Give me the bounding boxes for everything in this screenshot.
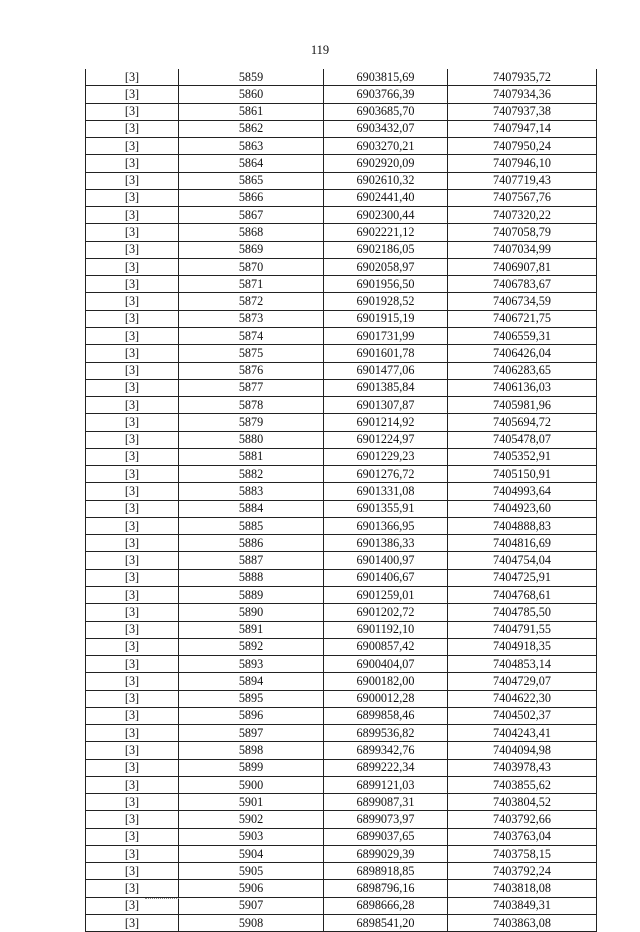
point-number-cell: 5903 bbox=[179, 828, 324, 845]
x-coordinate-cell: 6903432,07 bbox=[324, 120, 448, 137]
table-row bbox=[86, 397, 597, 414]
reference-cell: [3] bbox=[86, 224, 179, 241]
table-row bbox=[86, 604, 597, 621]
table-row bbox=[86, 138, 597, 155]
x-coordinate-cell: 6899037,65 bbox=[324, 828, 448, 845]
reference-cell: [3] bbox=[86, 69, 179, 86]
x-coordinate-cell: 6902300,44 bbox=[324, 207, 448, 224]
coordinates-table bbox=[85, 69, 597, 932]
reference-cell: [3] bbox=[86, 552, 179, 569]
x-coordinate-cell: 6901731,99 bbox=[324, 327, 448, 344]
x-coordinate-cell: 6900404,07 bbox=[324, 656, 448, 673]
reference-cell: [3] bbox=[86, 138, 179, 155]
table-row bbox=[86, 845, 597, 862]
point-number-cell: 5875 bbox=[179, 345, 324, 362]
x-coordinate-cell: 6898918,85 bbox=[324, 863, 448, 880]
table-row bbox=[86, 707, 597, 724]
point-number-cell: 5879 bbox=[179, 414, 324, 431]
reference-cell: [3] bbox=[86, 880, 179, 897]
table-row bbox=[86, 776, 597, 793]
point-number-cell: 5906 bbox=[179, 880, 324, 897]
reference-cell: [3] bbox=[86, 656, 179, 673]
reference-cell: [3] bbox=[86, 673, 179, 690]
reference-cell: [3] bbox=[86, 828, 179, 845]
y-coordinate-cell: 7406426,04 bbox=[448, 345, 597, 362]
table-row bbox=[86, 690, 597, 707]
x-coordinate-cell: 6898796,16 bbox=[324, 880, 448, 897]
point-number-cell: 5895 bbox=[179, 690, 324, 707]
point-number-cell: 5893 bbox=[179, 656, 324, 673]
point-number-cell: 5897 bbox=[179, 725, 324, 742]
table-row bbox=[86, 431, 597, 448]
reference-cell: [3] bbox=[86, 483, 179, 500]
point-number-cell: 5874 bbox=[179, 327, 324, 344]
point-number-cell: 5889 bbox=[179, 586, 324, 603]
table-row bbox=[86, 897, 597, 914]
x-coordinate-cell: 6899858,46 bbox=[324, 707, 448, 724]
table-row bbox=[86, 241, 597, 258]
x-coordinate-cell: 6899222,34 bbox=[324, 759, 448, 776]
table-row bbox=[86, 569, 597, 586]
reference-cell: [3] bbox=[86, 811, 179, 828]
table-row bbox=[86, 742, 597, 759]
table-row bbox=[86, 258, 597, 275]
y-coordinate-cell: 7407320,22 bbox=[448, 207, 597, 224]
reference-cell: [3] bbox=[86, 86, 179, 103]
point-number-cell: 5894 bbox=[179, 673, 324, 690]
y-coordinate-cell: 7406559,31 bbox=[448, 327, 597, 344]
table-row bbox=[86, 828, 597, 845]
y-coordinate-cell: 7407719,43 bbox=[448, 172, 597, 189]
reference-cell: [3] bbox=[86, 172, 179, 189]
reference-cell: [3] bbox=[86, 638, 179, 655]
x-coordinate-cell: 6901385,84 bbox=[324, 379, 448, 396]
page-number: 119 bbox=[310, 43, 330, 57]
x-coordinate-cell: 6901259,01 bbox=[324, 586, 448, 603]
reference-cell: [3] bbox=[86, 293, 179, 310]
point-number-cell: 5873 bbox=[179, 310, 324, 327]
x-coordinate-cell: 6901477,06 bbox=[324, 362, 448, 379]
table-row bbox=[86, 811, 597, 828]
point-number-cell: 5896 bbox=[179, 707, 324, 724]
reference-cell: [3] bbox=[86, 189, 179, 206]
x-coordinate-cell: 6899536,82 bbox=[324, 725, 448, 742]
table-row bbox=[86, 915, 597, 932]
point-number-cell: 5908 bbox=[179, 915, 324, 932]
point-number-cell: 5862 bbox=[179, 120, 324, 137]
point-number-cell: 5878 bbox=[179, 397, 324, 414]
y-coordinate-cell: 7404502,37 bbox=[448, 707, 597, 724]
y-coordinate-cell: 7407567,76 bbox=[448, 189, 597, 206]
table-row bbox=[86, 155, 597, 172]
point-number-cell: 5871 bbox=[179, 276, 324, 293]
point-number-cell: 5888 bbox=[179, 569, 324, 586]
y-coordinate-cell: 7405150,91 bbox=[448, 466, 597, 483]
y-coordinate-cell: 7404923,60 bbox=[448, 500, 597, 517]
y-coordinate-cell: 7407946,10 bbox=[448, 155, 597, 172]
point-number-cell: 5898 bbox=[179, 742, 324, 759]
y-coordinate-cell: 7403849,31 bbox=[448, 897, 597, 914]
table-row bbox=[86, 379, 597, 396]
point-number-cell: 5867 bbox=[179, 207, 324, 224]
coordinates-table-body bbox=[86, 69, 597, 932]
y-coordinate-cell: 7405478,07 bbox=[448, 431, 597, 448]
reference-cell: [3] bbox=[86, 103, 179, 120]
reference-cell: [3] bbox=[86, 327, 179, 344]
reference-cell: [3] bbox=[86, 517, 179, 534]
table-row bbox=[86, 276, 597, 293]
y-coordinate-cell: 7403818,08 bbox=[448, 880, 597, 897]
y-coordinate-cell: 7407947,14 bbox=[448, 120, 597, 137]
x-coordinate-cell: 6902441,40 bbox=[324, 189, 448, 206]
x-coordinate-cell: 6901400,97 bbox=[324, 552, 448, 569]
x-coordinate-cell: 6901192,10 bbox=[324, 621, 448, 638]
point-number-cell: 5859 bbox=[179, 69, 324, 86]
y-coordinate-cell: 7406907,81 bbox=[448, 258, 597, 275]
reference-cell: [3] bbox=[86, 258, 179, 275]
x-coordinate-cell: 6899073,97 bbox=[324, 811, 448, 828]
table-row bbox=[86, 500, 597, 517]
y-coordinate-cell: 7404094,98 bbox=[448, 742, 597, 759]
point-number-cell: 5892 bbox=[179, 638, 324, 655]
table-row bbox=[86, 310, 597, 327]
x-coordinate-cell: 6901928,52 bbox=[324, 293, 448, 310]
x-coordinate-cell: 6899342,76 bbox=[324, 742, 448, 759]
y-coordinate-cell: 7404993,64 bbox=[448, 483, 597, 500]
x-coordinate-cell: 6903270,21 bbox=[324, 138, 448, 155]
table-row bbox=[86, 483, 597, 500]
reference-cell: [3] bbox=[86, 310, 179, 327]
reference-cell: [3] bbox=[86, 155, 179, 172]
reference-cell: [3] bbox=[86, 120, 179, 137]
point-number-cell: 5880 bbox=[179, 431, 324, 448]
y-coordinate-cell: 7404816,69 bbox=[448, 535, 597, 552]
y-coordinate-cell: 7407935,72 bbox=[448, 69, 597, 86]
table-row bbox=[86, 224, 597, 241]
y-coordinate-cell: 7407937,38 bbox=[448, 103, 597, 120]
point-number-cell: 5877 bbox=[179, 379, 324, 396]
reference-cell: [3] bbox=[86, 863, 179, 880]
reference-cell: [3] bbox=[86, 586, 179, 603]
y-coordinate-cell: 7404918,35 bbox=[448, 638, 597, 655]
y-coordinate-cell: 7403763,04 bbox=[448, 828, 597, 845]
y-coordinate-cell: 7406136,03 bbox=[448, 379, 597, 396]
x-coordinate-cell: 6901202,72 bbox=[324, 604, 448, 621]
point-number-cell: 5863 bbox=[179, 138, 324, 155]
reference-cell: [3] bbox=[86, 759, 179, 776]
point-number-cell: 5866 bbox=[179, 189, 324, 206]
x-coordinate-cell: 6901386,33 bbox=[324, 535, 448, 552]
y-coordinate-cell: 7403855,62 bbox=[448, 776, 597, 793]
table-row bbox=[86, 103, 597, 120]
table-row bbox=[86, 466, 597, 483]
y-coordinate-cell: 7404768,61 bbox=[448, 586, 597, 603]
y-coordinate-cell: 7403863,08 bbox=[448, 915, 597, 932]
y-coordinate-cell: 7405694,72 bbox=[448, 414, 597, 431]
y-coordinate-cell: 7403792,24 bbox=[448, 863, 597, 880]
point-number-cell: 5883 bbox=[179, 483, 324, 500]
footer-dotted-line bbox=[145, 898, 179, 899]
x-coordinate-cell: 6902221,12 bbox=[324, 224, 448, 241]
reference-cell: [3] bbox=[86, 431, 179, 448]
table-row bbox=[86, 293, 597, 310]
table-row bbox=[86, 189, 597, 206]
point-number-cell: 5887 bbox=[179, 552, 324, 569]
x-coordinate-cell: 6903685,70 bbox=[324, 103, 448, 120]
reference-cell: [3] bbox=[86, 207, 179, 224]
reference-cell: [3] bbox=[86, 845, 179, 862]
x-coordinate-cell: 6902920,09 bbox=[324, 155, 448, 172]
y-coordinate-cell: 7404791,55 bbox=[448, 621, 597, 638]
table-row bbox=[86, 362, 597, 379]
table-row bbox=[86, 327, 597, 344]
y-coordinate-cell: 7404785,50 bbox=[448, 604, 597, 621]
table-row bbox=[86, 535, 597, 552]
y-coordinate-cell: 7404853,14 bbox=[448, 656, 597, 673]
x-coordinate-cell: 6902058,97 bbox=[324, 258, 448, 275]
table-row bbox=[86, 759, 597, 776]
reference-cell: [3] bbox=[86, 725, 179, 742]
x-coordinate-cell: 6901331,08 bbox=[324, 483, 448, 500]
table-row bbox=[86, 656, 597, 673]
y-coordinate-cell: 7406783,67 bbox=[448, 276, 597, 293]
table-row bbox=[86, 172, 597, 189]
point-number-cell: 5876 bbox=[179, 362, 324, 379]
y-coordinate-cell: 7404622,30 bbox=[448, 690, 597, 707]
y-coordinate-cell: 7405352,91 bbox=[448, 448, 597, 465]
reference-cell: [3] bbox=[86, 690, 179, 707]
x-coordinate-cell: 6901601,78 bbox=[324, 345, 448, 362]
reference-cell: [3] bbox=[86, 915, 179, 932]
x-coordinate-cell: 6901214,92 bbox=[324, 414, 448, 431]
table-row bbox=[86, 673, 597, 690]
y-coordinate-cell: 7406734,59 bbox=[448, 293, 597, 310]
point-number-cell: 5864 bbox=[179, 155, 324, 172]
point-number-cell: 5899 bbox=[179, 759, 324, 776]
y-coordinate-cell: 7407950,24 bbox=[448, 138, 597, 155]
point-number-cell: 5861 bbox=[179, 103, 324, 120]
table-row bbox=[86, 86, 597, 103]
y-coordinate-cell: 7406283,65 bbox=[448, 362, 597, 379]
x-coordinate-cell: 6901229,23 bbox=[324, 448, 448, 465]
reference-cell: [3] bbox=[86, 621, 179, 638]
table-row bbox=[86, 448, 597, 465]
table-row bbox=[86, 517, 597, 534]
table-row bbox=[86, 621, 597, 638]
table-row bbox=[86, 863, 597, 880]
table-row bbox=[86, 725, 597, 742]
point-number-cell: 5907 bbox=[179, 897, 324, 914]
y-coordinate-cell: 7404754,04 bbox=[448, 552, 597, 569]
x-coordinate-cell: 6899121,03 bbox=[324, 776, 448, 793]
reference-cell: [3] bbox=[86, 604, 179, 621]
y-coordinate-cell: 7407034,99 bbox=[448, 241, 597, 258]
y-coordinate-cell: 7404888,83 bbox=[448, 517, 597, 534]
x-coordinate-cell: 6901276,72 bbox=[324, 466, 448, 483]
y-coordinate-cell: 7404725,91 bbox=[448, 569, 597, 586]
x-coordinate-cell: 6899029,39 bbox=[324, 845, 448, 862]
point-number-cell: 5890 bbox=[179, 604, 324, 621]
reference-cell: [3] bbox=[86, 379, 179, 396]
point-number-cell: 5869 bbox=[179, 241, 324, 258]
point-number-cell: 5870 bbox=[179, 258, 324, 275]
reference-cell: [3] bbox=[86, 707, 179, 724]
table-row bbox=[86, 794, 597, 811]
reference-cell: [3] bbox=[86, 569, 179, 586]
point-number-cell: 5884 bbox=[179, 500, 324, 517]
point-number-cell: 5882 bbox=[179, 466, 324, 483]
x-coordinate-cell: 6901224,97 bbox=[324, 431, 448, 448]
y-coordinate-cell: 7404243,41 bbox=[448, 725, 597, 742]
point-number-cell: 5901 bbox=[179, 794, 324, 811]
y-coordinate-cell: 7405981,96 bbox=[448, 397, 597, 414]
point-number-cell: 5868 bbox=[179, 224, 324, 241]
x-coordinate-cell: 6901307,87 bbox=[324, 397, 448, 414]
table-row bbox=[86, 586, 597, 603]
point-number-cell: 5902 bbox=[179, 811, 324, 828]
x-coordinate-cell: 6903766,39 bbox=[324, 86, 448, 103]
x-coordinate-cell: 6901956,50 bbox=[324, 276, 448, 293]
table-row bbox=[86, 552, 597, 569]
x-coordinate-cell: 6901355,91 bbox=[324, 500, 448, 517]
y-coordinate-cell: 7407058,79 bbox=[448, 224, 597, 241]
table-row bbox=[86, 120, 597, 137]
y-coordinate-cell: 7404729,07 bbox=[448, 673, 597, 690]
point-number-cell: 5872 bbox=[179, 293, 324, 310]
reference-cell: [3] bbox=[86, 500, 179, 517]
reference-cell: [3] bbox=[86, 241, 179, 258]
point-number-cell: 5860 bbox=[179, 86, 324, 103]
reference-cell: [3] bbox=[86, 742, 179, 759]
y-coordinate-cell: 7403978,43 bbox=[448, 759, 597, 776]
reference-cell: [3] bbox=[86, 466, 179, 483]
point-number-cell: 5891 bbox=[179, 621, 324, 638]
reference-cell: [3] bbox=[86, 448, 179, 465]
table-row bbox=[86, 414, 597, 431]
reference-cell: [3] bbox=[86, 535, 179, 552]
x-coordinate-cell: 6900857,42 bbox=[324, 638, 448, 655]
x-coordinate-cell: 6902186,05 bbox=[324, 241, 448, 258]
x-coordinate-cell: 6899087,31 bbox=[324, 794, 448, 811]
y-coordinate-cell: 7403804,52 bbox=[448, 794, 597, 811]
x-coordinate-cell: 6903815,69 bbox=[324, 69, 448, 86]
y-coordinate-cell: 7407934,36 bbox=[448, 86, 597, 103]
point-number-cell: 5905 bbox=[179, 863, 324, 880]
reference-cell: [3] bbox=[86, 276, 179, 293]
table-row bbox=[86, 638, 597, 655]
y-coordinate-cell: 7403758,15 bbox=[448, 845, 597, 862]
point-number-cell: 5885 bbox=[179, 517, 324, 534]
x-coordinate-cell: 6901366,95 bbox=[324, 517, 448, 534]
x-coordinate-cell: 6900012,28 bbox=[324, 690, 448, 707]
reference-cell: [3] bbox=[86, 345, 179, 362]
reference-cell: [3] bbox=[86, 414, 179, 431]
x-coordinate-cell: 6898541,20 bbox=[324, 915, 448, 932]
reference-cell: [3] bbox=[86, 794, 179, 811]
reference-cell: [3] bbox=[86, 776, 179, 793]
y-coordinate-cell: 7406721,75 bbox=[448, 310, 597, 327]
table-row bbox=[86, 880, 597, 897]
x-coordinate-cell: 6902610,32 bbox=[324, 172, 448, 189]
reference-cell: [3] bbox=[86, 362, 179, 379]
reference-cell: [3] bbox=[86, 897, 179, 914]
reference-cell: [3] bbox=[86, 397, 179, 414]
point-number-cell: 5881 bbox=[179, 448, 324, 465]
x-coordinate-cell: 6901406,67 bbox=[324, 569, 448, 586]
y-coordinate-cell: 7403792,66 bbox=[448, 811, 597, 828]
x-coordinate-cell: 6898666,28 bbox=[324, 897, 448, 914]
table-row bbox=[86, 207, 597, 224]
x-coordinate-cell: 6900182,00 bbox=[324, 673, 448, 690]
table-row bbox=[86, 345, 597, 362]
point-number-cell: 5865 bbox=[179, 172, 324, 189]
point-number-cell: 5900 bbox=[179, 776, 324, 793]
table-row bbox=[86, 69, 597, 86]
x-coordinate-cell: 6901915,19 bbox=[324, 310, 448, 327]
point-number-cell: 5904 bbox=[179, 845, 324, 862]
point-number-cell: 5886 bbox=[179, 535, 324, 552]
